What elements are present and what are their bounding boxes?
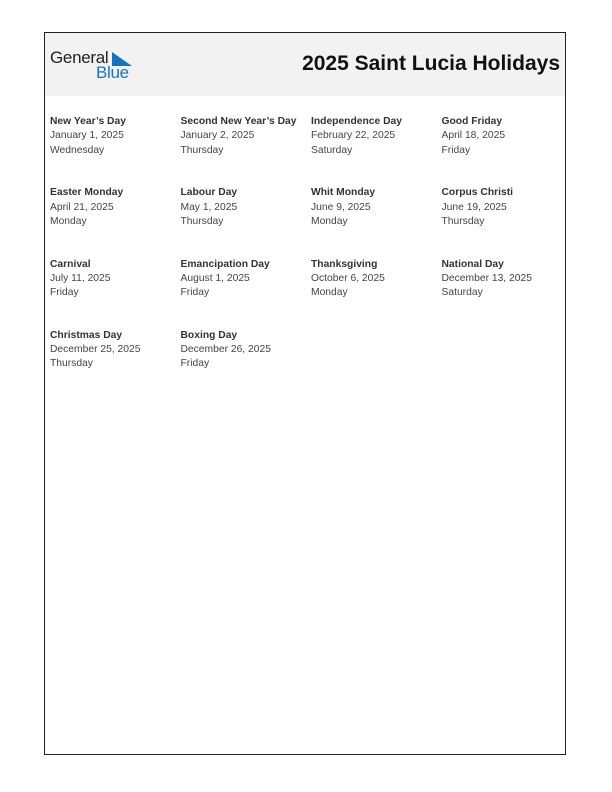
holiday-name: Corpus Christi [441, 187, 514, 199]
holiday-date: April 21, 2025 [50, 201, 114, 213]
holiday-name: Labour Day [180, 187, 238, 199]
holiday-date: July 11, 2025 [50, 272, 111, 284]
holiday-item [442, 115, 565, 186]
holiday-date: December 25, 2025 [50, 344, 141, 356]
holiday-item [311, 258, 442, 329]
holiday-item [181, 258, 312, 329]
holiday-name: National Day [441, 258, 504, 270]
holiday-grid [50, 115, 565, 400]
holiday-item [50, 186, 181, 257]
holiday-name: Second New Year’s Day [180, 116, 297, 127]
holiday-day: Saturday [311, 144, 353, 156]
holiday-date: April 18, 2025 [441, 130, 506, 142]
holiday-name: Thanksgiving [311, 258, 378, 270]
holiday-day: Wednesday [50, 144, 105, 156]
holiday-name: Easter Monday [50, 187, 124, 199]
holiday-item [311, 115, 442, 186]
holiday-name: Emancipation Day [180, 258, 270, 270]
holiday-date: January 2, 2025 [180, 130, 255, 142]
holiday-name: Good Friday [441, 116, 503, 127]
holiday-day: Thursday [180, 215, 224, 227]
holiday-item [181, 186, 312, 257]
page-frame [44, 32, 566, 755]
holiday-day: Thursday [441, 215, 485, 227]
holiday-item [311, 186, 442, 257]
holiday-date: June 9, 2025 [311, 201, 371, 213]
holiday-day: Friday [180, 287, 210, 299]
holiday-date: October 6, 2025 [311, 272, 385, 284]
holiday-day: Friday [441, 144, 471, 156]
holiday-date: May 1, 2025 [180, 201, 238, 213]
holiday-day: Monday [311, 215, 348, 227]
holiday-date: June 19, 2025 [441, 201, 507, 213]
holiday-name: Whit Monday [311, 187, 376, 199]
holiday-item [442, 186, 565, 257]
header-band [45, 33, 565, 96]
holiday-item [442, 258, 565, 329]
holiday-date: December 13, 2025 [441, 272, 532, 284]
holiday-day: Friday [180, 358, 210, 370]
holiday-item [50, 329, 181, 400]
logo-word-general: General [50, 48, 109, 67]
logo [50, 48, 140, 84]
holiday-day: Monday [50, 215, 87, 227]
holiday-day: Friday [50, 287, 79, 299]
holiday-date: December 26, 2025 [180, 344, 271, 356]
holiday-day: Monday [311, 287, 348, 299]
holiday-day: Thursday [180, 144, 224, 156]
holiday-date: February 22, 2025 [311, 130, 396, 142]
holiday-name: Boxing Day [180, 329, 238, 341]
page-title: 2025 Saint Lucia Holidays [302, 52, 560, 75]
holiday-name: Carnival [50, 258, 91, 270]
holiday-date: January 1, 2025 [50, 130, 124, 142]
holiday-name: Christmas Day [50, 329, 123, 341]
holiday-name: Independence Day [311, 116, 402, 127]
holiday-day: Thursday [50, 358, 93, 370]
holiday-item [181, 115, 312, 186]
holiday-item [50, 115, 181, 186]
logo-word-blue: Blue [96, 63, 129, 82]
holiday-name: New Year’s Day [50, 116, 126, 127]
holiday-date: August 1, 2025 [180, 272, 250, 284]
holiday-day: Saturday [441, 287, 483, 299]
holiday-item [181, 329, 312, 400]
holiday-item [50, 258, 181, 329]
